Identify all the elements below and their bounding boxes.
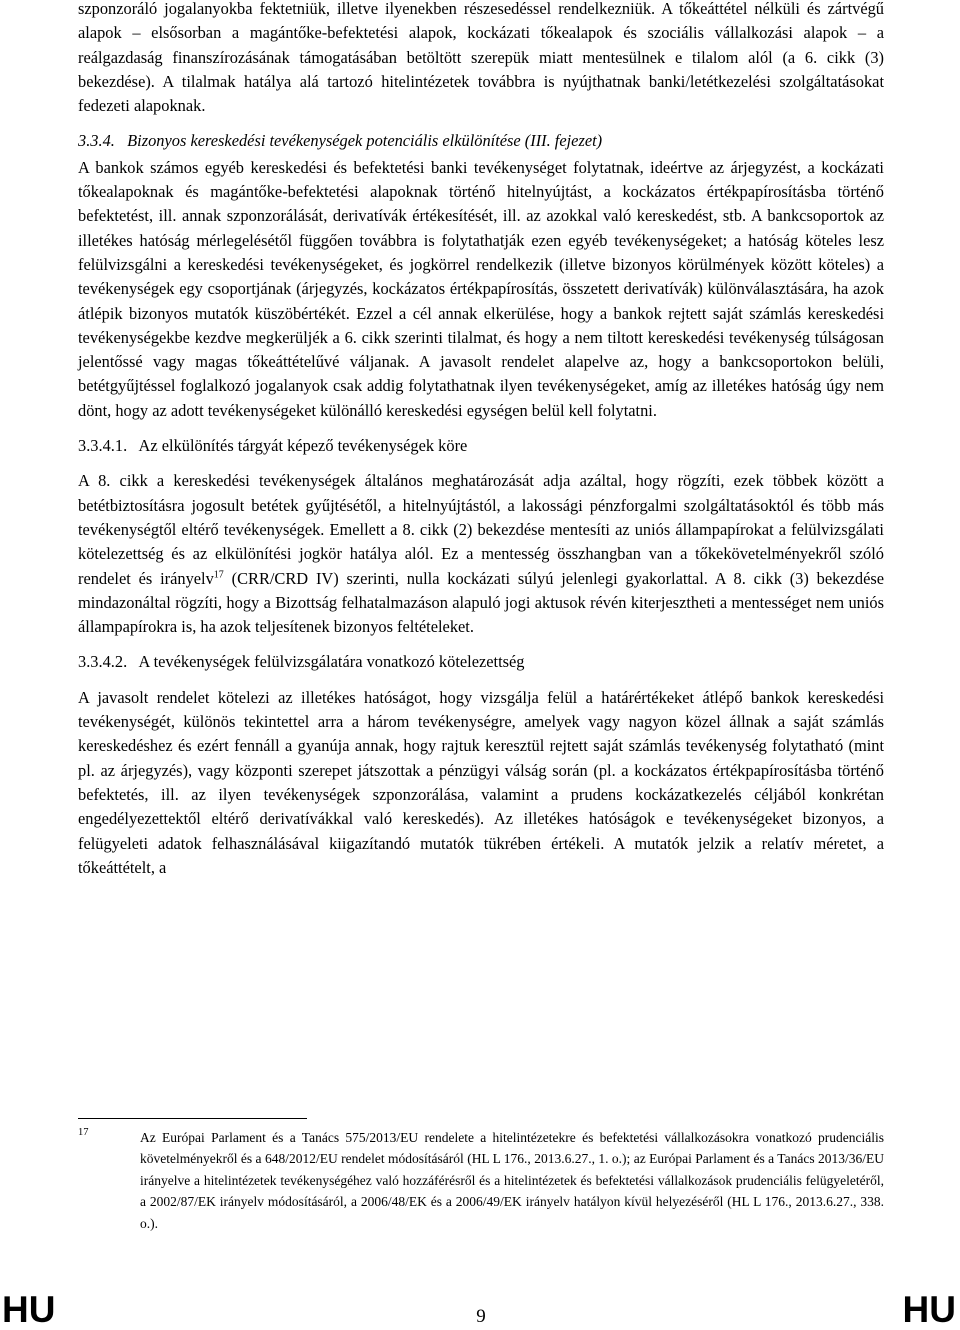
footnote-text: Az Európai Parlament és a Tanács 575/2013/EU rendelete a hitelintézetekre és befektetési vállalkozásokra vonatkozó prudenciális követelményekről és a 648/2012/EU rendelet módosításáról (HL L 176., 2013.6.27., 1. o.); az Európai Parlament és a Tanács 2013/36/EU irányelve a hitelintézetek tevékenységéhez való hozzáférésről és a hitelintézetek és befektetési vállalkozások prudenciális felügyeletéről, a 2002/87/EK irányelv módosításáról, a 2006/48/EK és a 2006/49/EK irányelv hatályon kívül helyezéséről (HL L 176., 2013.6.27., 338. o.). bbox=[140, 1130, 884, 1231]
intro-paragraph: szponzoráló jogalanyokba fektetniük, illetve ilyenekben részesedéssel rendelkezniük. A tőkeáttétel nélküli és zártvégű alapok – elsősorban a magántőke-befektetési alapok, kockázati tőkealapok és szociális vállalkozási alapok – a reálgazdaság finanszírozásának támogatásában betöltött szerepük miatt mentesülnek e tilalom alól (a 6. cikk (3) bekezdése). A tilalmak hatálya alá tartozó hitelintézetek továbbra is nyújthatnak banki/letétkezelési szolgáltatásokat fedezeti alapoknak. bbox=[78, 0, 884, 116]
footer-language-left: HU bbox=[2, 1289, 56, 1330]
footnote-separator bbox=[78, 1118, 307, 1119]
paragraph-text-after-footnote: (CRR/CRD IV) szerinti, nulla kockázati súlyú jelenlegi gyakorlattal. A 8. cikk (3) bekezdése mindazonáltal rögzíti, hogy a Bizottság felhatalmazáson alapuló jogi aktusok révén kiterjesztheti a mentességet nem uniós állampapírokra is, ha azok teljesítenek bizonyos feltételeket. bbox=[78, 568, 884, 637]
section-heading-3-3-4-2: 3.3.4.2. A tevékenységek felülvizsgálatára vonatkozó kötelezettség bbox=[78, 652, 525, 672]
footnote-number: 17 bbox=[78, 1127, 89, 1138]
document-body bbox=[78, 0, 884, 880]
section-3-3-4-1-paragraph bbox=[78, 469, 884, 639]
paragraph-text-before-footnote: A 8. cikk a kereskedési tevékenységek általános meghatározását adja azáltal, hogy rögzíti, ezek többek között a betétbiztosításra jogosult betétek gyűjtésétől, a hitelnyújtástól, a lakossági pénzforgalmi szolgáltatásoktól és több más tevékenységtől eltérő tevékenységek. Emellett a 8. cikk (2) bekezdése mentesíti az uniós állampapírokat a felülvizsgálati kötelezettség és az elkülönítési jogkör hatálya alól. Ez a mentesség összhangban van a tőkekövetelményekről szóló rendelet és irányelv bbox=[78, 471, 884, 588]
section-heading-3-3-4-1: 3.3.4.1. Az elkülönítés tárgyát képező tevékenységek köre bbox=[78, 436, 468, 456]
footnote bbox=[78, 1127, 884, 1234]
footer-language-right: HU bbox=[902, 1289, 956, 1330]
section-heading-3-3-4: 3.3.4. Bizonyos kereskedési tevékenységek potenciális elkülönítése (III. fejezet) bbox=[78, 131, 603, 151]
page-number: 9 bbox=[476, 1306, 486, 1327]
footnote-reference[interactable]: 17 bbox=[213, 569, 224, 581]
section-3-3-4-paragraph: A bankok számos egyéb kereskedési és befektetési banki tevékenységet folytatnak, ideértve az árjegyzést, a kockázati tőkealapoknak és magántőke-befektetési alapoknak történő hitelnyújtást, a kockázatos értékpapírosításba történő befektetést, ill. annak szponzorálását, derivatívák értékesítését, ill. az azokkal való kereskedést, stb. A bankcsoportok az illetékes hatóság mérlegelésétől függően továbbra is folytathatják ezen egyéb tevékenységeket; a hatóság köteles lesz felülvizsgálni a kereskedési tevékenységeket, és jogkörrel rendelkezik (illetve bizonyos körülmények között köteles) a tevékenységek egy csoportjának (árjegyzés, kockázatos értékpapírosítás, összetett derivatívák) különválasztására, ha azok átlépik bizonyos mutatók küszöbértékét. Ezzel a cél annak elkerülése, hogy a bankok rejtett saját számlás kereskedési tevékenységekbe kezdve megkerüljék a 6. cikk szerinti tilalmat, és hogy a nem tiltott kereskedési tevékenység túlságosan jelentőssé vagy magas tőkeáttételűvé váljanak. A javasolt rendelet alapelve az, hogy a bankcsoportokon belüli, betétgyűjtéssel foglalkozó jogalanyok csak addig folytathatnak ilyen tevékenységeket, amíg az illetékes hatóság úgy nem dönt, hogy az adott tevékenységeket különálló kereskedési egységen belül kell folytatni. bbox=[78, 157, 884, 420]
section-3-3-4-2-paragraph: A javasolt rendelet kötelezi az illetékes hatóságot, hogy vizsgálja felül a határértékeket átlépő bankok kereskedési tevékenységét, különös tekintettel arra a három tevékenységre, amelyek vagy nagyon közel állnak a saját számlás kereskedéshez és ezért fennáll a gyanúja annak, hogy rajtuk keresztül rejtett saját számlás tevékenység folytatható (mint pl. az árjegyzés), vagy központi szerepet játszottak a pénzügyi válság során (pl. a kockázatos értékpapírosításba történő befektetés, ill. az ilyen tevékenységek szponzorálása, valamint a prudens kockázatkezelés céljából konkrétan engedélyezettektől eltérő derivatívákkal való kereskedés). Az illetékes hatóságok e tevékenységeket bizonyos, a felügyeleti adatok felhasználásával kiigazítandó mutatók tükrében értékeli. A mutatók jelzik a relatív méretet, a tőkeáttételt, a bbox=[78, 687, 884, 877]
